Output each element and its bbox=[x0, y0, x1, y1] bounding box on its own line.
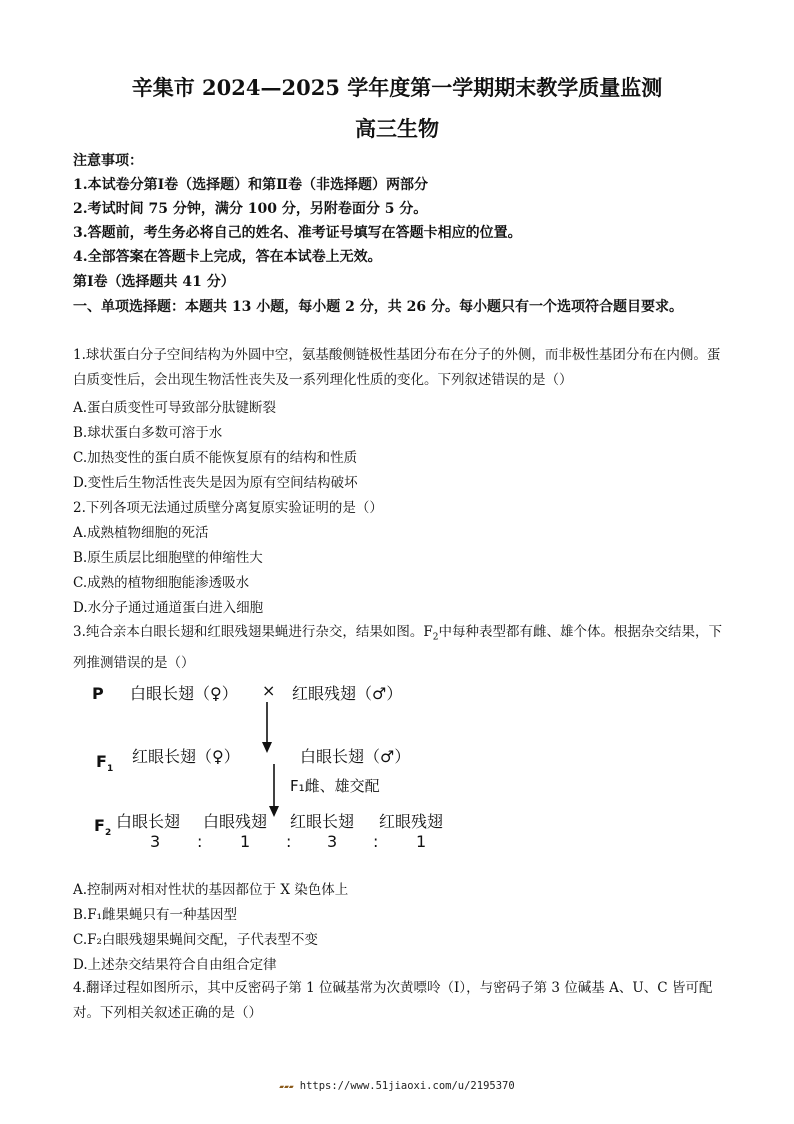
q2-option-c: C.成熟的植物细胞能渗透吸水 bbox=[73, 575, 250, 591]
q1-option-c: C.加热变性的蛋白质不能恢复原有的结构和性质 bbox=[73, 450, 358, 466]
ratio-value: 3 bbox=[327, 832, 338, 851]
exam-subject: 高三生物 bbox=[355, 116, 439, 141]
q2-option-b: B.原生质层比细胞壁的伸缩性大 bbox=[73, 550, 263, 566]
q2-option-a: A.成熟植物细胞的死活 bbox=[73, 525, 209, 541]
arrow-f1-to-f2 bbox=[267, 764, 281, 818]
f2-type: 白眼残翅 bbox=[203, 812, 268, 831]
q1-option-b: B.球状蛋白多数可溶于水 bbox=[73, 425, 223, 441]
ratio-value: 1 bbox=[240, 832, 251, 851]
f2-type: 白眼长翅 bbox=[116, 812, 181, 831]
question-2-stem: 2.下列各项无法通过质壁分离复原实验证明的是（） bbox=[73, 500, 383, 516]
question-4-stem: 4.翻译过程如图所示，其中反密码子第 1 位碱基常为次黄嘌呤（I），与密码子第 3 位碱基 A、U、C 皆可配对。下列相关叙述正确的是（） bbox=[73, 980, 713, 1021]
f1-mating-note: F₁雌、雄交配 bbox=[290, 777, 380, 795]
q1-option-a: A.蛋白质变性可导致部分肽键断裂 bbox=[73, 400, 277, 416]
q1-option-d: D.变性后生物活性丧失是因为原有空间结构破坏 bbox=[73, 475, 358, 491]
p-male: 红眼残翅（♂） bbox=[292, 684, 403, 703]
note-item: 4.全部答案在答题卡上完成，答在本试卷上无效。 bbox=[73, 249, 382, 265]
q3-option-c: C.F₂白眼残翅果蝇间交配，子代表型不变 bbox=[73, 932, 318, 948]
footer-mark: ▰▰▰ bbox=[279, 1082, 294, 1091]
exam-title: 辛集市 2024—2025 学年度第一学期期末教学质量监测 bbox=[131, 75, 663, 100]
part-title: 第Ⅰ卷（选择题共 41 分） bbox=[73, 274, 235, 290]
section-instruction: 一、单项选择题：本题共 13 小题，每小题 2 分，共 26 分。每小题只有一个选项符合题目要求。 bbox=[73, 299, 683, 315]
cross-sign: × bbox=[262, 681, 276, 700]
f1-male: 白眼长翅（♂） bbox=[300, 747, 411, 766]
ratio-colon: : bbox=[197, 832, 203, 851]
f1-female: 红眼长翅（♀） bbox=[132, 747, 240, 766]
cross-diagram bbox=[90, 676, 470, 854]
ratio-value: 1 bbox=[416, 832, 427, 851]
q3-option-b: B.F₁雌果蝇只有一种基因型 bbox=[73, 907, 237, 923]
notes-heading: 注意事项： bbox=[73, 153, 143, 169]
question-1-stem: 1.球状蛋白分子空间结构为外圆中空，氨基酸侧链极性基团分布在分子的外侧，而非极性基团分布在内侧。蛋白质变性后，会出现生物活性丧失及一系列理化性质的变化。下列叙述错误的是（） bbox=[73, 347, 721, 388]
ratio-colon: : bbox=[373, 832, 379, 851]
arrow-p-to-f1 bbox=[260, 702, 274, 754]
q3-option-d: D.上述杂交结果符合自由组合定律 bbox=[73, 957, 277, 973]
generation-p-label: P bbox=[92, 684, 104, 703]
note-item: 1.本试卷分第Ⅰ卷（选择题）和第Ⅱ卷（非选择题）两部分 bbox=[73, 177, 428, 193]
f2-type: 红眼长翅 bbox=[290, 812, 355, 831]
note-item: 3.答题前，考生务必将自己的姓名、准考证号填写在答题卡相应的位置。 bbox=[73, 225, 522, 241]
footer-link[interactable]: https://www.51jiaoxi.com/u/2195370 bbox=[299, 1080, 515, 1092]
q2-option-d: D.水分子通过通道蛋白进入细胞 bbox=[73, 600, 264, 616]
f2-type: 红眼残翅 bbox=[379, 812, 444, 831]
question-3-stem: 3.纯合亲本白眼长翅和红眼残翅果蝇进行杂交，结果如图。$F_2$中每种表型都有雌、雄个体。根据杂交结果，下列推测错误的是（） bbox=[73, 624, 722, 671]
q3-option-a: A.控制两对相对性状的基因都位于 X 染色体上 bbox=[73, 882, 349, 898]
generation-f2-label: $F_2$ bbox=[94, 816, 112, 839]
generation-f1-label: $F_1$ bbox=[96, 752, 114, 775]
ratio-colon: : bbox=[286, 832, 292, 851]
ratio-value: 3 bbox=[150, 832, 161, 851]
p-female: 白眼长翅（♀） bbox=[130, 684, 238, 703]
footer-url bbox=[0, 1080, 794, 1092]
note-item: 2.考试时间 75 分钟，满分 100 分，另附卷面分 5 分。 bbox=[73, 201, 428, 217]
